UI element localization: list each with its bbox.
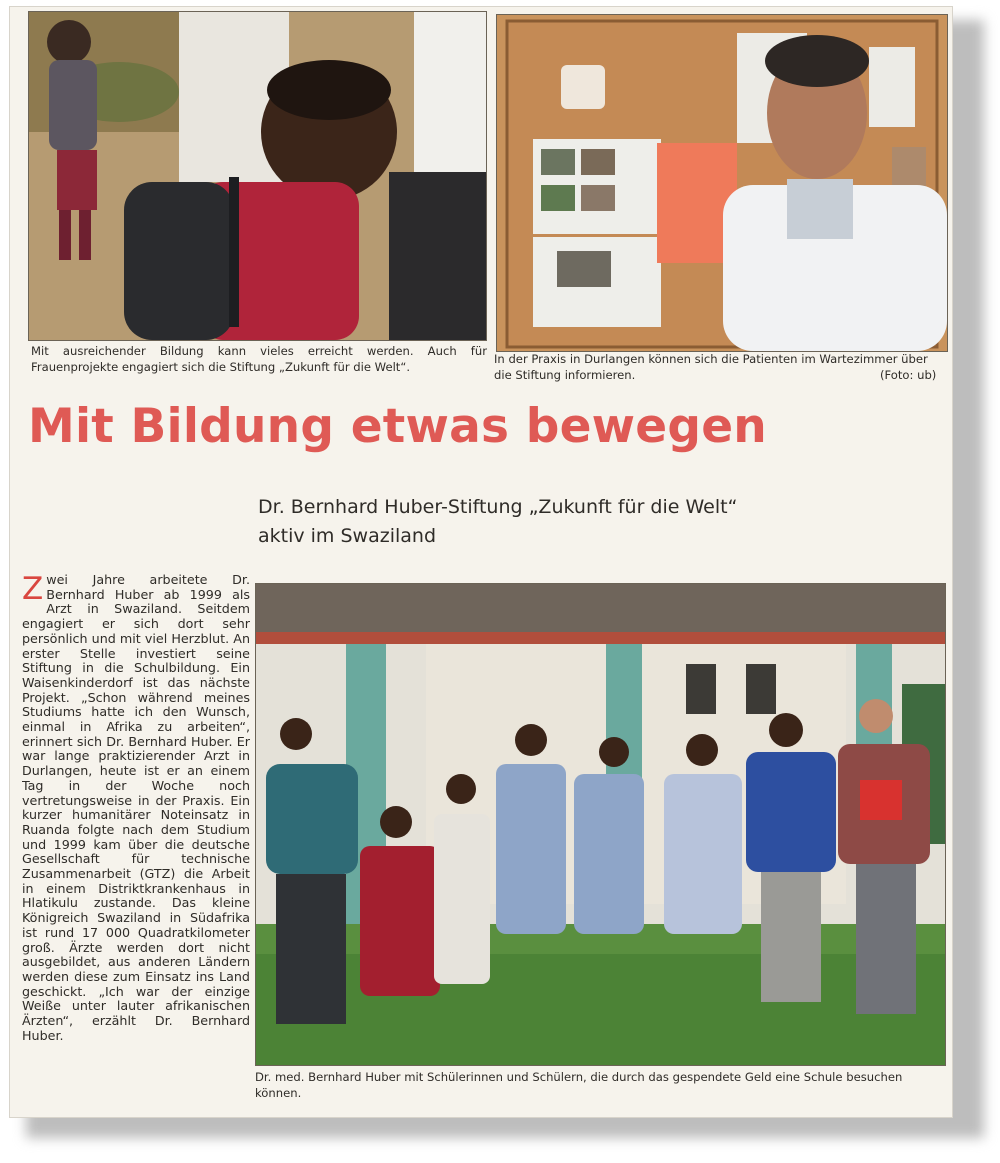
caption-photo-3: Dr. med. Bernhard Huber mit Schülerinnen und Schülern, die durch das gespendete Geld eine Schule besuchen können.: [255, 1070, 903, 1100]
subheadline: Dr. Bernhard Huber-Stiftung „Zukunft für die Welt“ aktiv im Swaziland: [258, 496, 738, 547]
caption-photo-1: Mit ausreichender Bildung kann vieles erreicht werden. Auch für Frauenprojekte engagiert sich die Stiftung „Zukunft für die Welt“.: [31, 344, 487, 374]
photo-group-with-students: [255, 583, 946, 1066]
photo-child-with-backpack: [28, 11, 487, 341]
headline: Mit Bildung etwas bewegen: [28, 399, 767, 454]
newspaper-clipping: [9, 6, 953, 1118]
dropcap-letter: Z: [22, 573, 44, 607]
article-body-text: wei Jahre arbeitete Dr. Bernhard Huber ab 1999 als Arzt in Swaziland. Seitdem engagiert er sich dort sehr persönlich und mit viel Herzblut. An erster Stelle investiert seine Stiftung in die Schulbildung. Ein Waisenkinderdorf ist das nächste Projekt. „Schon während meines Studiums hatte ich den Wunsch, einmal in Afrika zu arbeiten“, erinnert sich Dr. Bernhard Huber. Er war lange praktizierender Arzt in Durlangen, heute ist er an einem Tag in der Woche noch vertretungsweise in der Praxis. Ein kurzer humanitärer Noteinsatz in Ruanda folgte nach dem Studium und 1999 kam über die deutsche Gesellschaft für technische Zusammenarbeit (GTZ) die Arbeit in einem Distriktkrankenhaus in Hlatikulu zustande. Das kleine Königreich Swaziland in Südafrika ist rund 17 000 Quadratkilometer groß. Ärzte werden dort nicht ausgebildet, aus anderen Ländern werden diese zum Einsatz ins Land geschickt. „Ich war der einzige Weiße unter lauter afrikanischen Ärzten“, erzählt Dr. Bernhard Huber.: [22, 573, 250, 1043]
photo-credit: (Foto: ub): [880, 368, 937, 382]
photo-doctor-in-practice: [496, 14, 948, 352]
caption-photo-2: In der Praxis in Durlangen können sich die Patienten im Wartezimmer über die Stiftung informieren.: [494, 352, 928, 382]
article-body: [22, 573, 250, 1113]
